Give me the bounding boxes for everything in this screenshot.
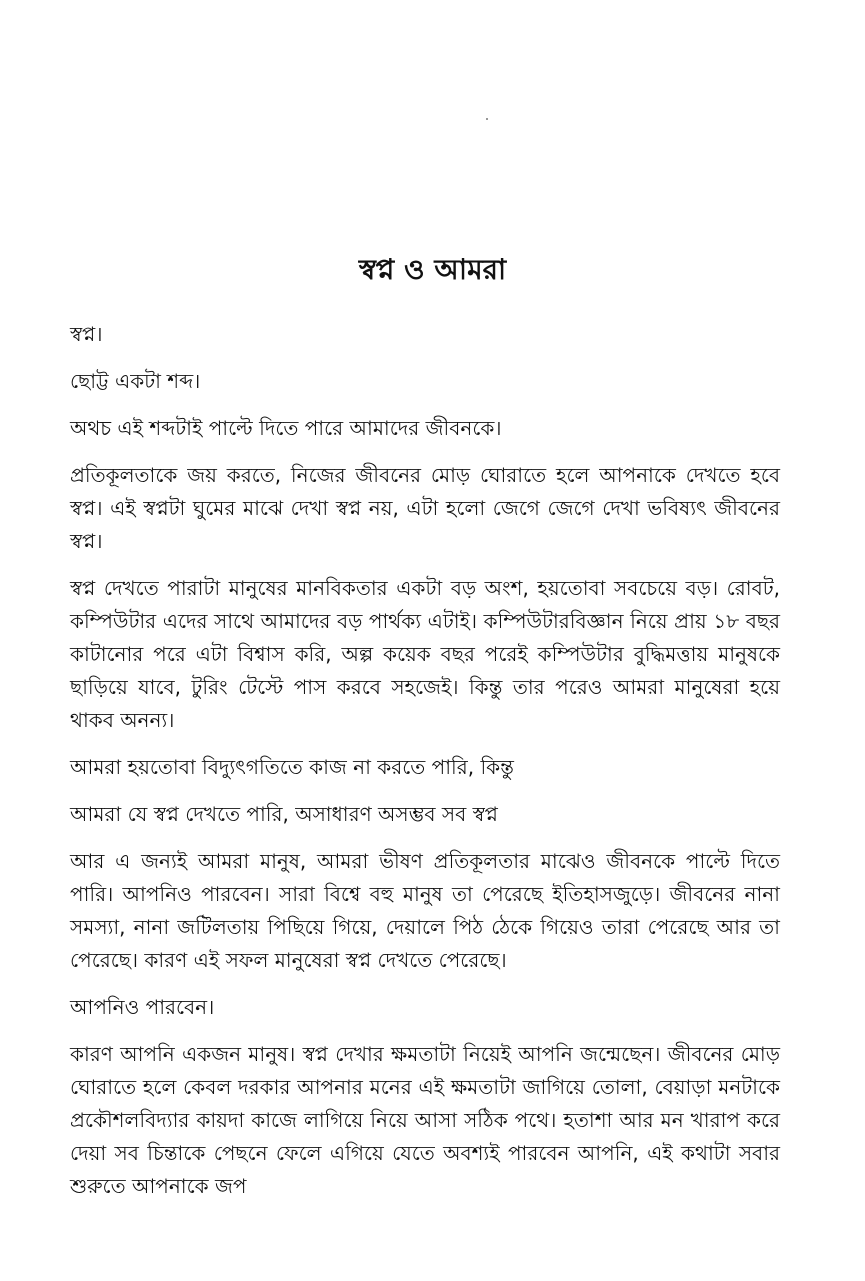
paragraph: কারণ আপনি একজন মানুষ। স্বপ্ন দেখার ক্ষমতাটা নিয়েই আপনি জন্মেছেন। জীবনের মোড় ঘোরাতে হলে কেবল দরকার আপনার মনের এই ক্ষমতাটা জাগিয়ে তোলা, বেয়াড়া মনটাকে প্রকৌশলবিদ্যার কায়দা কাজে লাগিয়ে নিয়ে আসা সঠিক পথে। হতাশা আর মন খারাপ করে দেয়া সব চিন্তাকে পেছনে ফেলে এগিয়ে যেতে অবশ্যই পারবেন আপনি, এই কথাটা সবার শুরুতে আপনাকে জপ xyxy=(70,1042,780,1198)
chapter-title: স্বপ্ন ও আমরা xyxy=(358,253,507,286)
paragraph: ছোট্ট একটা শব্দ। xyxy=(70,369,201,393)
chapter-body xyxy=(70,318,780,1217)
paragraph: আর এ জন্যই আমরা মানুষ, আমরা ভীষণ প্রতিকূলতার মাঝেও জীবনকে পাল্টে দিতে পারি। আপনিও পারবেন। সারা বিশ্বে বহু মানুষ তা পেরেছে ইতিহাসজুড়ে। জীবনের নানা সমস্যা, নানা জটিলতায় পিছিয়ে গিয়ে, দেয়ালে পিঠ ঠেকে গিয়েও তারা পেরেছে আর তা পেরেছে। কারণ এই সফল মানুষেরা স্বপ্ন দেখতে পেরেছে। xyxy=(70,849,780,972)
paragraph: আমরা হয়তোবা বিদ্যুৎগতিতে কাজ না করতে পারি, কিন্তু xyxy=(70,755,514,779)
paragraph: আপনিও পারবেন। xyxy=(70,995,215,1019)
paragraph: স্বপ্ন। xyxy=(70,322,103,346)
paragraph: স্বপ্ন দেখতে পারাটা মানুষের মানবিকতার একটা বড় অংশ, হয়তোবা সবচেয়ে বড়। রোবট, কম্পিউটার এদের সাথে আমাদের বড় পার্থক্য এটাই। কম্পিউটারবিজ্ঞান নিয়ে প্রায় ১৮ বছর কাটানোর পরে এটা বিশ্বাস করি, অল্প কয়েক বছর পরেই কম্পিউটার বুদ্ধিমত্তায় মানুষকে ছাড়িয়ে যাবে, টুরিং টেস্টে পাস করবে সহজেই। কিন্তু তার পরেও আমরা মানুষেরা হয়ে থাকব অনন্য। xyxy=(70,576,780,732)
paragraph: আমরা যে স্বপ্ন দেখতে পারি, অসাধারণ অসম্ভব সব স্বপ্ন xyxy=(70,802,498,826)
paper-speck xyxy=(486,118,488,120)
paragraph: অথচ এই শব্দটাই পাল্টে দিতে পারে আমাদের জীবনকে। xyxy=(70,416,502,440)
paragraph: প্রতিকূলতাকে জয় করতে, নিজের জীবনের মোড় ঘোরাতে হলে আপনাকে দেখতে হবে স্বপ্ন। এই স্বপ্নটা ঘুমের মাঝে দেখা স্বপ্ন নয়, এটা হলো জেগে জেগে দেখা ভবিষ্যৎ জীবনের স্বপ্ন। xyxy=(70,463,780,553)
